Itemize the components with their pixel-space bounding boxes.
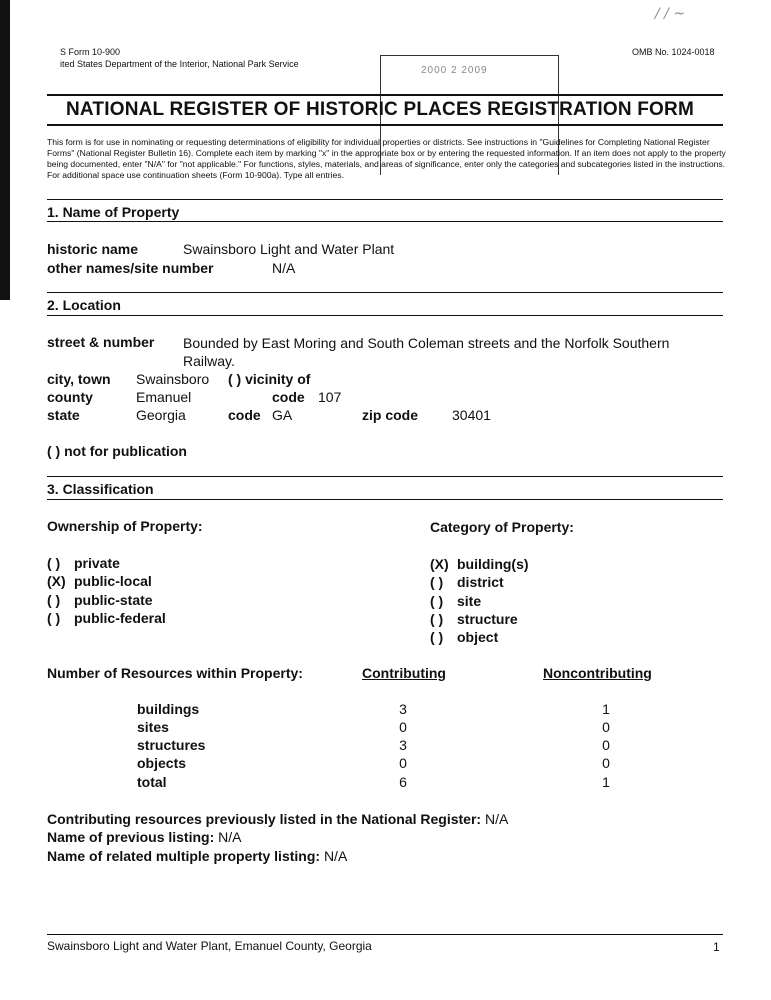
other-names-value: N/A (272, 260, 296, 276)
section2-rule-top (47, 292, 723, 293)
section2-heading: 2. Location (47, 297, 121, 313)
ownership-public-local-label: public-local (74, 573, 152, 589)
ownership-public-state-mark: ( ) (47, 592, 61, 608)
category-heading: Category of Property: (430, 519, 574, 535)
previously-listed-label: Contributing resources previously listed in the National Register: (47, 811, 482, 827)
section1-rule-top (47, 199, 723, 200)
page-number: 1 (713, 940, 720, 954)
resource-contributing-total: 6 (399, 774, 407, 790)
state-code-label: code (228, 407, 261, 423)
resources-heading: Number of Resources within Property: (47, 665, 303, 681)
state-value: Georgia (136, 407, 186, 423)
scan-edge (0, 0, 10, 300)
county-label: county (47, 389, 93, 405)
county-value: Emanuel (136, 389, 192, 405)
historic-name-label: historic name (47, 241, 139, 257)
state-code-value: GA (272, 407, 293, 423)
not-for-publication-checkbox: ( ) not for publication (47, 443, 187, 459)
previously-listed-line (47, 811, 508, 827)
section3-heading: 3. Classification (47, 481, 154, 497)
footer-text: Swainsboro Light and Water Plant, Emanuel County, Georgia (47, 939, 372, 953)
category-buildings-mark: (X) (430, 556, 449, 572)
resource-noncontributing-objects: 0 (602, 755, 610, 771)
category-buildings-label: building(s) (457, 556, 529, 572)
street-value-line1: Bounded by East Moring and South Coleman streets and the Norfolk Southern (183, 335, 670, 351)
resource-label-objects: objects (137, 755, 187, 771)
category-district-label: district (457, 574, 504, 590)
previous-listing-value: N/A (218, 829, 242, 845)
ownership-heading: Ownership of Property: (47, 518, 203, 534)
section1-heading: 1. Name of Property (47, 204, 180, 220)
resource-label-total: total (137, 774, 167, 790)
resource-label-buildings: buildings (137, 701, 200, 717)
city-label: city, town (47, 371, 111, 387)
ownership-public-federal-label: public-federal (74, 610, 166, 626)
stamp-border (381, 55, 558, 56)
category-district-mark: ( ) (430, 574, 444, 590)
street-label: street & number (47, 334, 155, 350)
title-rule-bottom (47, 124, 723, 126)
zip-label: zip code (362, 407, 419, 423)
category-object-mark: ( ) (430, 629, 444, 645)
title-rule-top (47, 94, 723, 96)
section1-rule-bottom (47, 221, 723, 222)
form-title: NATIONAL REGISTER OF HISTORIC PLACES REGISTRATION FORM (66, 99, 694, 120)
ownership-public-federal-mark: ( ) (47, 610, 61, 626)
category-structure-label: structure (457, 611, 518, 627)
zip-value: 30401 (452, 407, 491, 423)
ownership-public-state-label: public-state (74, 592, 153, 608)
contributing-column-header: Contributing (362, 665, 446, 681)
omb-number: OMB No. 1024-0018 (632, 47, 715, 57)
other-names-label: other names/site number (47, 260, 214, 276)
multiple-listing-line (47, 848, 347, 864)
footer-rule (47, 934, 723, 935)
noncontributing-column-header: Noncontributing (543, 665, 652, 681)
street-value-line2: Railway. (183, 353, 235, 369)
resource-noncontributing-buildings: 1 (602, 701, 610, 717)
category-site-mark: ( ) (430, 593, 444, 609)
state-label: state (47, 407, 80, 423)
resource-noncontributing-structures: 0 (602, 737, 610, 753)
resource-contributing-buildings: 3 (399, 701, 407, 717)
resource-label-structures: structures (137, 737, 206, 753)
ownership-public-local-mark: (X) (47, 573, 66, 589)
category-object-label: object (457, 629, 499, 645)
county-code-value: 107 (318, 389, 342, 405)
stamp-date: 2000 2 2009 (421, 65, 488, 76)
instructions-text: This form is for use in nominating or requesting determinations of eligibility for individual properties or districts. See instructions in "Guidelines for Completing National Register Forms" (National Register Bulletin 16). Complete each item by marking "x" in the appropriate box or by entering the requested information. If an item does not apply to the property being documented, enter "N/A" for "not applicable." For functions, styles, materials, and areas of significance, enter only the categories and subcategories listed in the instructions. For additional space use continuation sheets (Form 10-900a). Type all entries. (47, 137, 726, 180)
resource-contributing-sites: 0 (399, 719, 407, 735)
ownership-private-mark: ( ) (47, 555, 61, 571)
vicinity-checkbox: ( ) vicinity of (228, 371, 311, 387)
multiple-listing-value: N/A (323, 848, 348, 864)
category-structure-mark: ( ) (430, 611, 444, 627)
department-name: ited States Department of the Interior, National Park Service (60, 59, 299, 69)
category-site-label: site (457, 593, 482, 609)
section3-rule-bottom (47, 499, 723, 500)
form-number: S Form 10-900 (60, 47, 121, 57)
historic-name-value: Swainsboro Light and Water Plant (183, 241, 395, 257)
previous-listing-line (47, 829, 241, 845)
city-value: Swainsboro (136, 371, 210, 387)
resource-noncontributing-total: 1 (602, 774, 610, 790)
resource-contributing-objects: 0 (399, 755, 407, 771)
handwritten-mark: / / ~ (655, 6, 686, 22)
previously-listed-value: N/A (484, 811, 509, 827)
multiple-listing-label: Name of related multiple property listing: (47, 848, 321, 864)
resource-label-sites: sites (137, 719, 169, 735)
section2-rule-bottom (47, 315, 723, 316)
county-code-label: code (272, 389, 305, 405)
ownership-private-label: private (74, 555, 120, 571)
previous-listing-label: Name of previous listing: (47, 829, 215, 845)
resource-noncontributing-sites: 0 (602, 719, 610, 735)
resource-contributing-structures: 3 (399, 737, 407, 753)
section3-rule-top (47, 476, 723, 477)
